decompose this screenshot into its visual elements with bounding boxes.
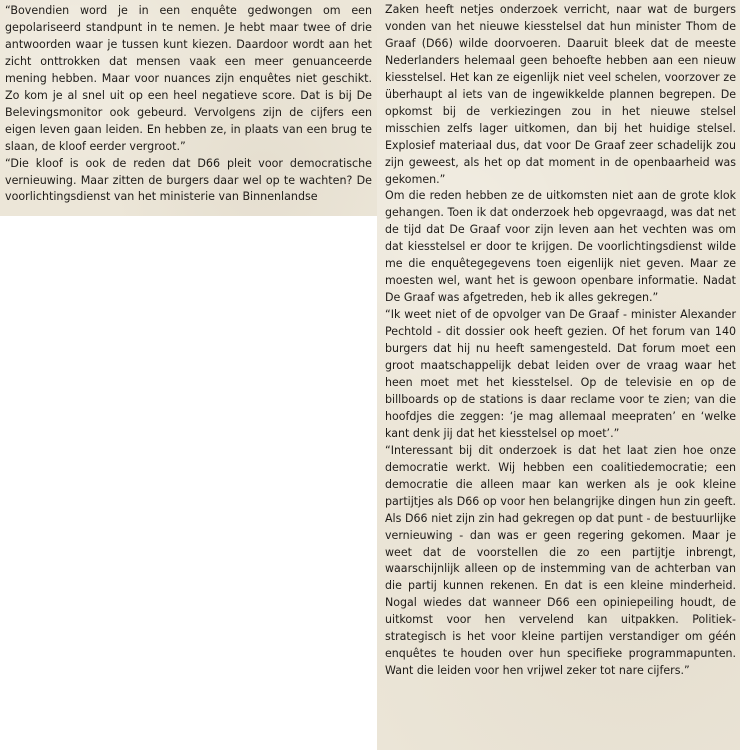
paragraph: “Die kloof is ook de reden dat D66 pleit voor democratische vernieuwing. Maar zitten de burgers daar wel op te wachten? De voorlichtingsdienst van het ministerie van Binnenlandse [5, 156, 372, 204]
paragraph: “Ik weet niet of de opvolger van De Graaf - minister Alexander Pechtold - dit dossier ook heeft gezien. Of het forum van 140 burgers dat hij nu heeft samengesteld. Dat forum moet een groot maatschappelijk debat leiden over de vraag waar het heen moet met het kiesstelsel. Op de televisie en op de billboards op de stations is daar reclame voor te zien; van die hoofdjes die zeggen: ‘je mag allemaal meepraten’ en ‘welke kant denk jij dat het kiesstelsel op moet’.” [385, 308, 736, 440]
paragraph: “Bovendien word je in een enquête gedwongen om een gepolariseerd standpunt in te nemen. Je hebt maar twee of drie antwoorden waar je tussen kunt kiezen. Daardoor wordt aan het zicht onttrokken dat mensen vaak een meer genuanceerde mening hebben. Maar voor nuances zijn enquêtes niet geschikt. Zo kom je al snel uit op een heel negatieve score. Dat is bij De Belevingsmonitor ook gebeurd. Vervolgens zijn de cijfers een eigen leven gaan leiden. En hebben ze, in plaats van een brug te slaan, de kloof eerder vergroot.” [5, 4, 372, 153]
paragraph: Zaken heeft netjes onderzoek verricht, naar wat de burgers vonden van het nieuwe kiesstelsel dat hun minister Thom de Graaf (D66) wilde doorvoeren. Daaruit bleek dat de meeste Nederlanders helemaal geen behoefte hebben aan een nieuw kiesstelsel. Het kan ze eigenlijk niet veel schelen, voorzover ze überhaupt al iets van de ingewikkelde plannen begrepen. De opkomst bij de verkiezingen zou in het nieuwe stelsel misschien zelfs lager uitkomen, dan bij het huidige stelsel. Explosief materiaal dus, dat voor De Graaf zeer schadelijk zou zijn geweest, als het op dat moment in de openbaarheid was gekomen.” [385, 3, 736, 186]
paragraph: “Interessant bij dit onderzoek is dat het laat zien hoe onze democratie werkt. Wij hebben een coalitiedemocratie; een democratie die alleen maar kan werken als je ook kleine partijtjes als D66 op voor hen belangrijke dingen hun zin geeft. Als D66 niet zijn zin had gekregen op dat punt - de bestuurlijke vernieuwing - dan was er geen regering gekomen. Maar je weet dat de voorstellen die zo een partijtje inbrengt, waarschijnlijk alleen op de instemming van de achterban van die partij kunnen rekenen. En dat is een kleine minderheid. Nogal wiedes dat wanneer D66 een opiniepeiling houdt, de uitkomst voor hen vervelend kan uitpakken. Politiek-strategisch is het voor kleine partijen verstandiger om géén enquêtes te houden over hun specifieke programmapunten. Want die leiden voor hen vrijwel zeker tot nare cijfers.” [385, 443, 736, 678]
paragraph: Om die reden hebben ze de uitkomsten niet aan de grote klok gehangen. Toen ik dat onderzoek heb opgevraagd, was dat net de tijd dat De Graaf voor zijn leven aan het vechten was om dat kiesstelsel er door te krijgen. De voorlichtingsdienst wilde me die enquêtegegevens toen eigenlijk niet geven. Maar ze moesten wel, want het is gewoon openbare informatie. Nadat De Graaf was afgetreden, heb ik alles gekregen.” [385, 189, 736, 305]
article-column-left [0, 0, 377, 216]
article-column-right [377, 0, 740, 750]
